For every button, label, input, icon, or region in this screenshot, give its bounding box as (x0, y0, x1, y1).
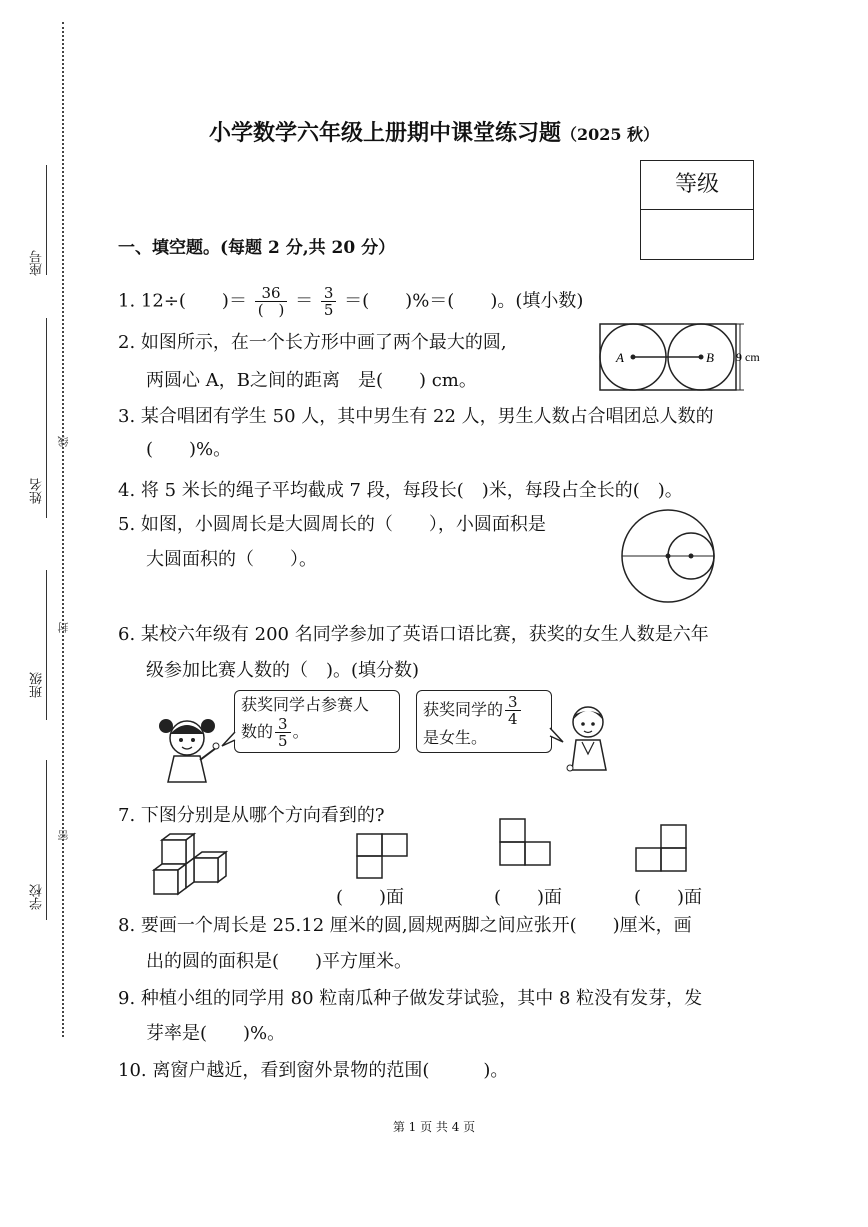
q8-line2: 出的圆的面积是( )平方厘米。 (146, 951, 413, 972)
q3-line1: 某合唱团有学生 50 人，其中男生有 22 人，男生人数占合唱团总人数的 (140, 406, 714, 427)
question-8 (118, 913, 692, 939)
q6-number: 6. (118, 624, 136, 645)
q5-line1: 如图，小圆周长是大圆周长的（ ），小圆面积是 (140, 514, 546, 535)
q7-blank-3[interactable]: ( )面 (634, 887, 703, 908)
bubble1-line2 (241, 716, 393, 749)
bubble1-text: 数的 (241, 722, 274, 741)
bubble2-line1 (423, 694, 545, 727)
cube-stack-figure (150, 832, 226, 900)
q1-frac1-numerator: 36 (255, 285, 288, 302)
section-heading: 一、填空题。(每题 2 分,共 20 分） (118, 238, 396, 258)
question-3 (118, 404, 714, 430)
q8-line1: 要画一个周长是 25.12 厘米的圆,圆规两脚之间应张开( )厘米，画 (140, 915, 692, 936)
grade-label: 等级 (641, 161, 753, 210)
bubble1-period: 。 (292, 722, 309, 741)
school-label: 学校 (30, 884, 45, 910)
q1-frac2-numerator: 3 (321, 285, 337, 302)
question-10 (118, 1058, 508, 1084)
q5-line2: 大圆面积的（ ）。 (146, 549, 317, 570)
question-2 (118, 330, 507, 356)
q9-number: 9. (118, 988, 136, 1009)
point-b-label: B (706, 350, 714, 365)
q4-line1: 将 5 米长的绳子平均截成 7 段，每段长( )米，每段占全长的( )。 (140, 480, 683, 501)
q7-blank-1[interactable]: ( )面 (336, 887, 405, 908)
seal-mark-seal: 封 (57, 622, 70, 633)
view-shape-2 (499, 818, 553, 868)
bubble2-text: 获奖同学的 (423, 700, 504, 719)
bubble2-fraction (505, 694, 521, 727)
height-label: 9 cm (736, 350, 760, 364)
q8-number: 8. (118, 915, 136, 936)
q7-number: 7. (118, 805, 136, 826)
name-label: 姓名 (30, 478, 45, 504)
q4-number: 4. (118, 480, 136, 501)
question-5 (118, 512, 546, 538)
q1-fraction-1 (255, 285, 288, 318)
speech-bubble-boy (416, 690, 552, 753)
q1-number: 1. (118, 290, 136, 312)
point-a-label: A (616, 350, 624, 365)
q9-line1: 种植小组的同学用 80 粒南瓜种子做发芽试验，其中 8 粒没有发芽，发 (140, 988, 703, 1009)
question-7 (118, 803, 385, 829)
question-4 (118, 478, 683, 504)
two-circles-figure (598, 322, 770, 392)
q6-line2: 级参加比赛人数的（ )。(填分数) (146, 660, 420, 681)
q2-line1: 如图所示，在一个长方形中画了两个最大的圆, (140, 332, 507, 353)
bubble1-numerator: 3 (275, 716, 291, 733)
seal-mark-line: 线 (57, 436, 70, 447)
title-text: 小学数学六年级上册期中课堂练习题 (208, 120, 561, 146)
seal-mark-secret: 密 (57, 830, 70, 841)
bubble2-numerator: 3 (505, 694, 521, 711)
view-shape-3 (635, 824, 689, 874)
q1-frac2-denominator: 5 (323, 301, 334, 319)
question-6 (118, 622, 709, 648)
seat-label: 座号 (30, 250, 45, 276)
bubble1-denominator: 5 (278, 732, 288, 750)
q10-line1: 离窗户越近，看到窗外景物的范围( )。 (152, 1060, 509, 1081)
bubble1-fraction (275, 716, 291, 749)
question-1 (118, 285, 583, 318)
q7-line1: 下图分别是从哪个方向看到的? (140, 805, 385, 826)
q3-number: 3. (118, 406, 136, 427)
question-9 (118, 986, 702, 1012)
q10-number: 10. (118, 1060, 147, 1081)
boy-illustration (562, 702, 616, 776)
binding-dotted-line (62, 22, 64, 1037)
q5-number: 5. (118, 514, 136, 535)
q1-frac1-denominator: ( ) (257, 301, 285, 319)
q6-line1: 某校六年级有 200 名同学参加了英语口语比赛，获奖的女生人数是六年 (140, 624, 709, 645)
q3-line2: ( )%。 (146, 439, 232, 460)
bubble2-denominator: 4 (508, 710, 518, 728)
bubble2-line2: 是女生。 (423, 728, 488, 747)
q1-part2: ＝( )%＝( )。(填小数) (344, 290, 584, 312)
bubble1-tail (220, 730, 238, 750)
page-title (0, 116, 868, 147)
class-label: 班级 (30, 672, 45, 698)
q2-line2: 两圆心 A，B之间的距离 是( ) cm。 (146, 370, 477, 391)
q1-equals: ＝ (295, 290, 314, 312)
title-term: （2025 秋） (560, 125, 660, 144)
girl-illustration (152, 712, 222, 784)
grade-box (640, 160, 754, 260)
nested-circles-figure (620, 508, 720, 606)
q9-line2: 芽率是( )%。 (146, 1023, 286, 1044)
q1-fraction-2 (321, 285, 337, 318)
q1-part1: 12÷( )＝ (140, 290, 247, 312)
q7-blank-2[interactable]: ( )面 (494, 887, 563, 908)
page-footer: 第 1 页 共 4 页 (392, 1120, 476, 1134)
speech-bubble-girl (234, 690, 400, 753)
bubble1-line1: 获奖同学占参赛人 (241, 695, 370, 714)
q2-number: 2. (118, 332, 136, 353)
view-shape-1 (356, 833, 408, 881)
